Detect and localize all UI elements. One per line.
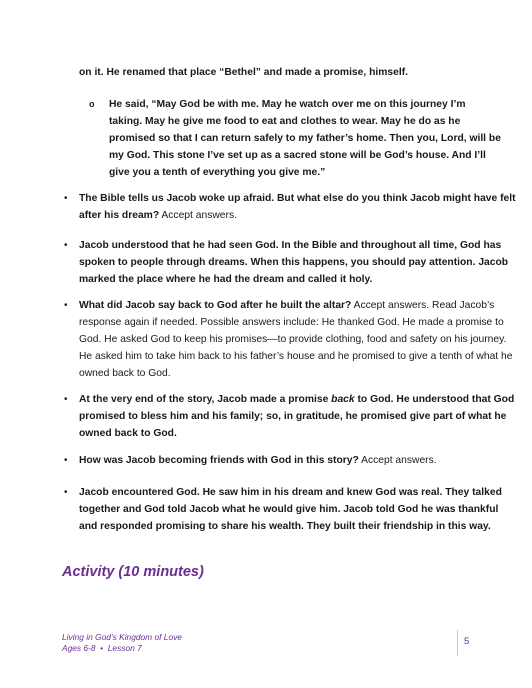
bullet-item <box>64 190 519 224</box>
quote-sub-bullet <box>89 96 501 181</box>
bullet-bold-text: At the very end of the story, Jacob made a promise <box>79 394 332 405</box>
bullet-bold-text: How was Jacob becoming friends with God in this story? <box>79 455 359 466</box>
bullet-marker: • <box>64 455 68 466</box>
bullet-emphasis-text: back <box>331 394 355 405</box>
bullet-item <box>64 237 519 288</box>
bullet-marker: • <box>64 300 68 311</box>
bullet-marker: • <box>64 487 68 498</box>
page-number: 5 <box>464 636 470 647</box>
bullet-item <box>64 452 519 469</box>
bullet-bold-text: to God. He understood that God promised to bless him and his family; so, in gratitude, he promised give part of what he owned back to God. <box>79 394 515 439</box>
bullet-item <box>64 484 519 535</box>
bullet-normal-text: Accept answers. <box>159 210 237 221</box>
sub-bullet-marker: o <box>89 99 95 109</box>
bullet-item <box>64 391 519 442</box>
footer-subtitle: Ages 6-8 • Lesson 7 <box>62 643 142 653</box>
bullet-normal-text: Accept answers. Read Jacob’s response again if needed. Possible answers include: He thanked God. He made a promise to God. He asked God to keep his promises—to provide clothing, food and safety on his journey. He asked him to take him back to his father’s house and he promised to give a tenth of what he owned back to God. <box>79 300 513 379</box>
bullet-item <box>64 297 519 382</box>
bullet-marker: • <box>64 394 68 405</box>
bullet-bold-text: What did Jacob say back to God after he built the altar? <box>79 300 352 311</box>
bullet-bold-text: Jacob encountered God. He saw him in his dream and knew God was real. They talked together and God told Jacob what he would give him. Jacob told God he was thankful and responded promising to share his wealth. They built their friendship in this way. <box>79 487 502 532</box>
footer-title: Living in God’s Kingdom of Love <box>62 632 182 642</box>
bullet-marker: • <box>64 193 68 204</box>
bullet-bold-text: Jacob understood that he had seen God. In the Bible and throughout all time, God has spoken to people through dreams. When this happens, you should pay attention. Jacob marked the place where he had the dream and called it holy. <box>79 240 509 285</box>
bullet-normal-text: Accept answers. <box>358 455 437 466</box>
activity-heading: Activity (10 minutes) <box>62 564 204 580</box>
footer <box>62 632 182 654</box>
quote-text: He said, “May God be with me. May he watch over me on this journey I’m taking. May he give me food to eat and clothes to wear. May he do as he promised so that I can return safely to my father’s home. Then you, Lord, will be my God. This stone I’ve set up as a sacred stone will be God’s house. And I’ll give you a tenth of everything you give me.” <box>109 99 501 178</box>
footer-divider <box>457 630 458 656</box>
lead-text: on it. He renamed that place “Bethel” and made a promise, himself. <box>79 67 409 78</box>
bullet-bold-text: The Bible tells us Jacob woke up afraid. But what else do you think Jacob might have felt after his dream? <box>79 193 516 221</box>
bullet-marker: • <box>64 240 68 251</box>
